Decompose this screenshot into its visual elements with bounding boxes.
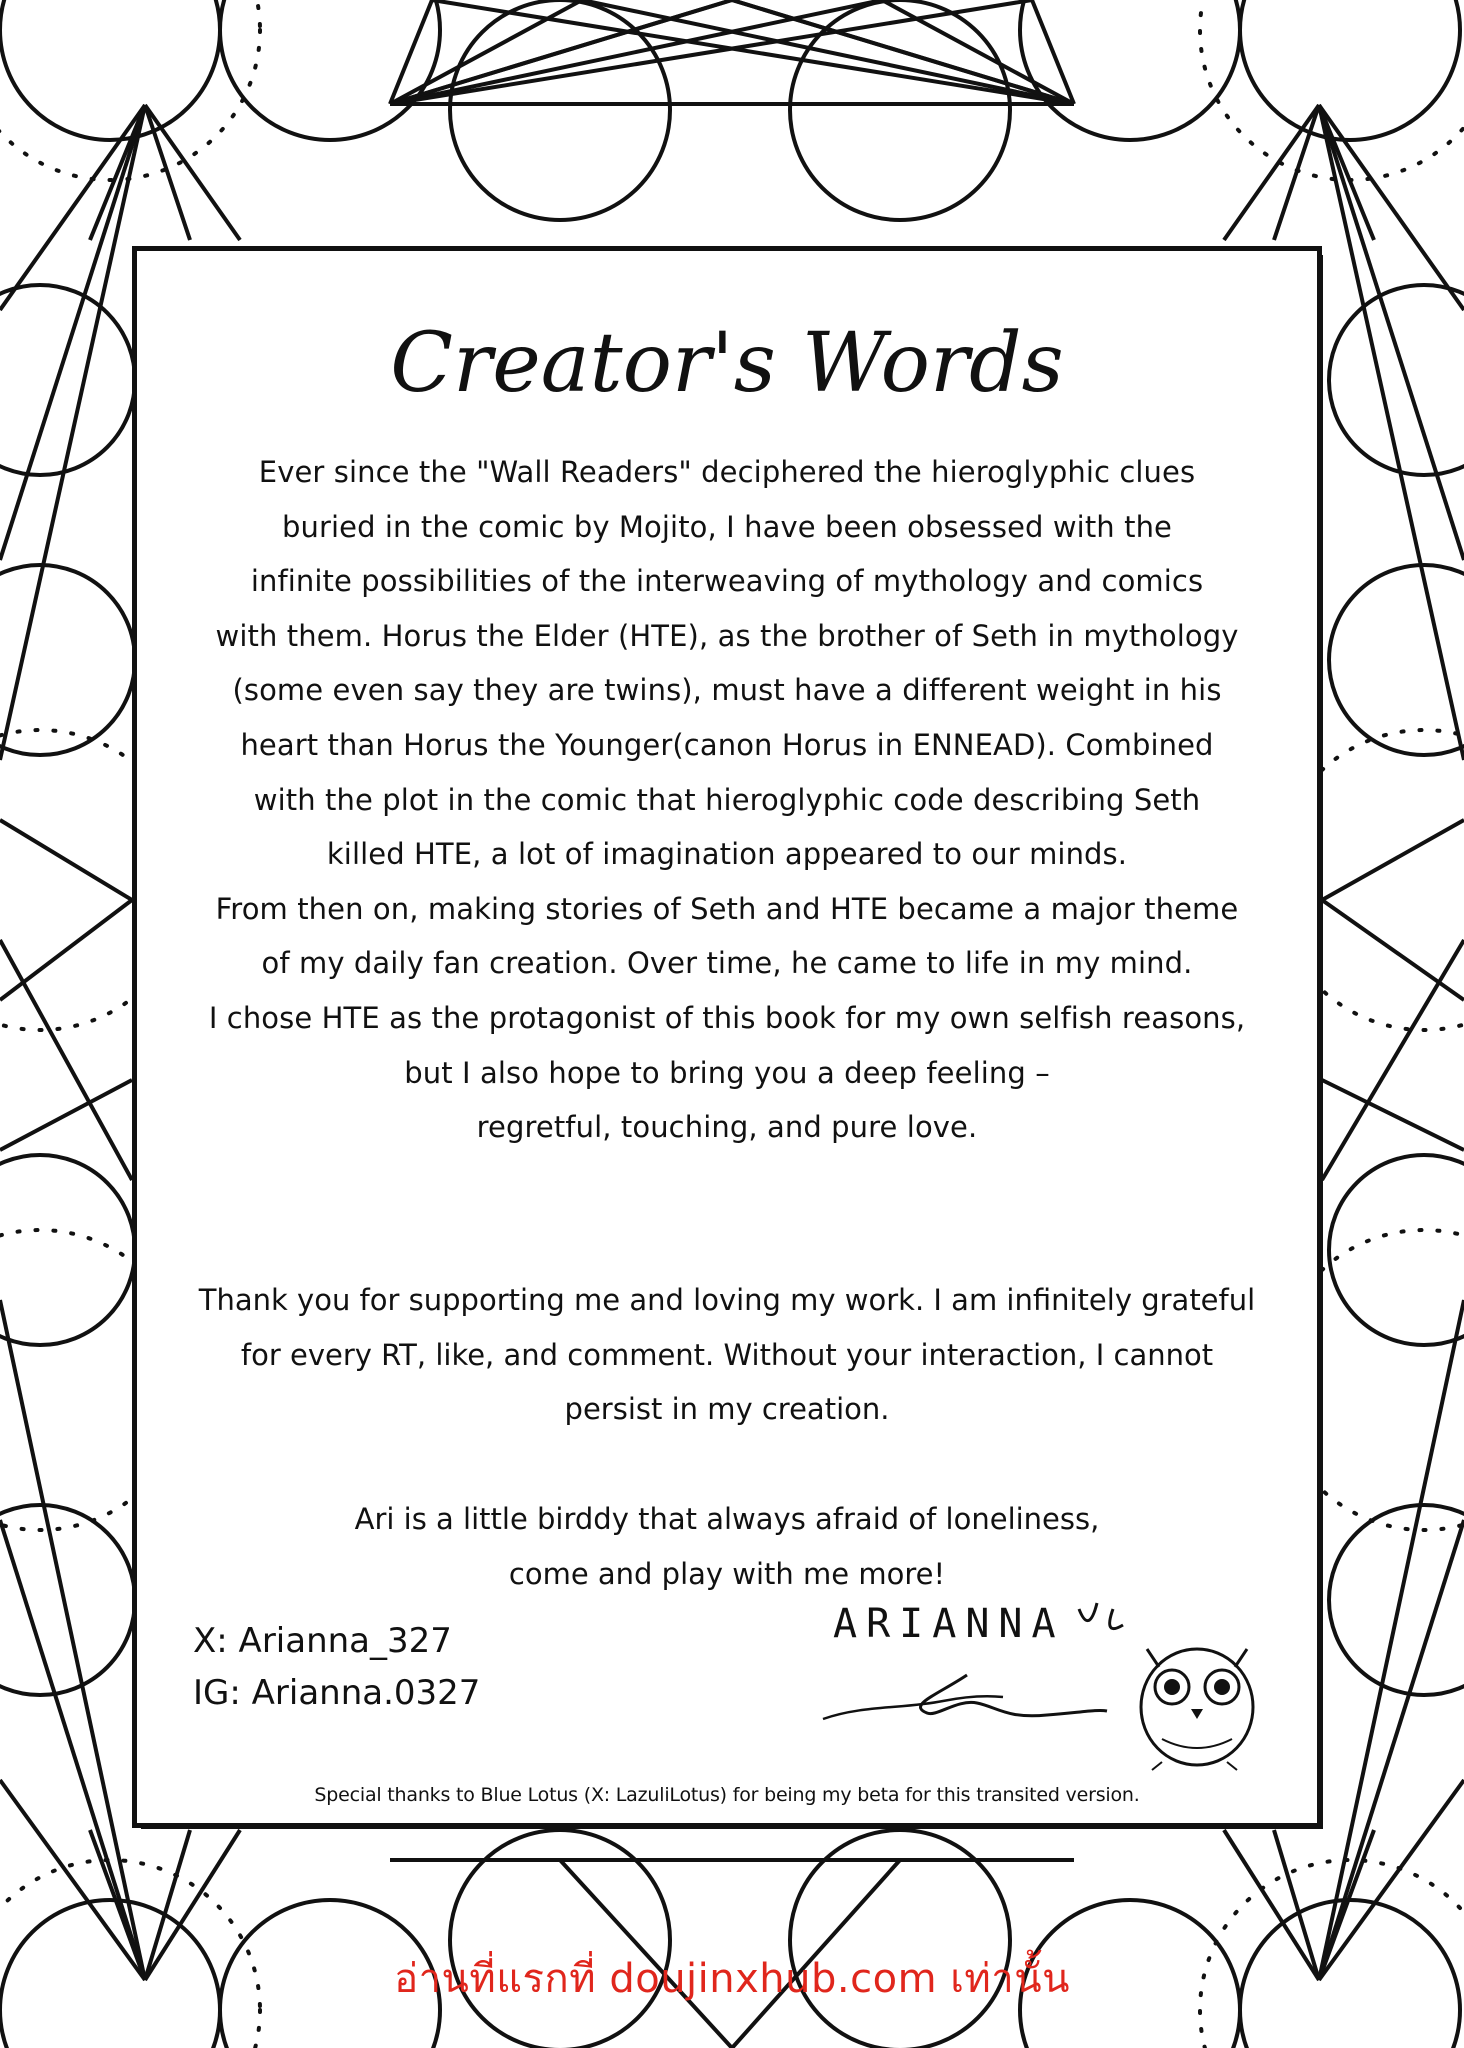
geometry-ornament xyxy=(1329,1505,1464,1695)
birdy-line: Ari is a little birddy that always afraid of loneliness, xyxy=(354,1502,1100,1536)
body-line: with the plot in the comic that hieroglyphic code describing Seth xyxy=(253,782,1201,817)
thanks-line: persist in my creation. xyxy=(564,1392,890,1427)
heart-icon xyxy=(1079,1603,1123,1629)
birdy-paragraph xyxy=(147,1492,1307,1601)
geometry-ornament xyxy=(1322,820,1464,900)
thanks-paragraph xyxy=(147,1273,1307,1437)
body-line: killed HTE, a lot of imagination appeared to our minds. xyxy=(326,837,1128,872)
x-handle: X: Arianna_327 xyxy=(193,1621,452,1661)
geometry-ornament xyxy=(0,1505,135,1695)
social-handles xyxy=(193,1615,480,1719)
geometry-ornament xyxy=(220,0,440,140)
geometry-ornament xyxy=(0,1155,135,1345)
body-line: I chose HTE as the protagonist of this book for my own selfish reasons, xyxy=(208,1000,1246,1035)
geometry-ornament xyxy=(145,105,240,240)
geometry-ornament xyxy=(0,820,132,900)
body-line: buried in the comic by Mojito, I have been obsessed with the xyxy=(281,509,1173,544)
handwritten-title xyxy=(390,295,1064,435)
page-title xyxy=(137,295,1317,435)
owl-bird-icon xyxy=(1141,1649,1253,1770)
instagram-handle: IG: Arianna.0327 xyxy=(193,1673,481,1713)
geometry-ornament xyxy=(1319,105,1464,760)
geometry-ornament xyxy=(390,0,432,104)
geometry-ornament xyxy=(0,1520,145,1980)
geometry-ornament xyxy=(1240,0,1460,140)
body-line: (some even say they are twins), must have a different weight in his xyxy=(232,673,1222,708)
title-text: Creator's Words xyxy=(390,316,1064,411)
body-line: Ever since the "Wall Readers" deciphered the hieroglyphic clues xyxy=(258,455,1196,489)
geometry-ornament xyxy=(1322,1080,1464,1150)
body-line: regretful, touching, and pure love. xyxy=(476,1110,978,1145)
body-line: but I also hope to bring you a deep feeling – xyxy=(404,1055,1050,1090)
body-line: of my daily fan creation. Over time, he came to life in my mind. xyxy=(261,946,1193,981)
geometry-ornament xyxy=(0,900,132,1000)
geometry-ornament xyxy=(0,0,220,140)
body-line: infinite possibilities of the interweaving of mythology and comics xyxy=(250,564,1204,599)
birdy-line: come and play with me more! xyxy=(508,1556,946,1591)
geometry-ornament xyxy=(1322,940,1464,1180)
geometry-ornament xyxy=(1319,1520,1464,1980)
thanks-line: for every RT, like, and comment. Without your interaction, I cannot xyxy=(240,1337,1214,1372)
thanks-line: Thank you for supporting me and loving my work. I am infinitely grateful xyxy=(198,1283,1256,1317)
body-line: with them. Horus the Elder (HTE), as the brother of Seth in mythology xyxy=(215,618,1239,653)
special-thanks-note: Special thanks to Blue Lotus (X: LazuliLotus) for being my beta for this transited version. xyxy=(314,1784,1140,1806)
geometry-ornament xyxy=(1322,900,1464,1000)
signature-and-bird-doodle xyxy=(817,1587,1287,1777)
geometry-ornament xyxy=(0,940,132,1180)
geometry-ornament xyxy=(390,0,732,104)
geometry-ornament xyxy=(0,1080,132,1150)
body-line: From then on, making stories of Seth and HTE became a major theme xyxy=(215,891,1239,926)
signature-scribble xyxy=(921,1675,1107,1716)
geometry-ornament xyxy=(1020,0,1240,140)
creators-words-card xyxy=(132,246,1322,1828)
body-paragraph xyxy=(147,445,1307,1155)
geometry-ornament xyxy=(0,105,145,760)
geometry-ornament xyxy=(1224,105,1319,240)
signature-text: ARIANNA xyxy=(833,1601,1065,1647)
body-line: heart than Horus the Younger(canon Horus in ENNEAD). Combined xyxy=(240,727,1214,762)
site-watermark[interactable]: อ่านที่แรกที่ doujinxhub.com เท่านั้น xyxy=(394,1956,1070,2002)
